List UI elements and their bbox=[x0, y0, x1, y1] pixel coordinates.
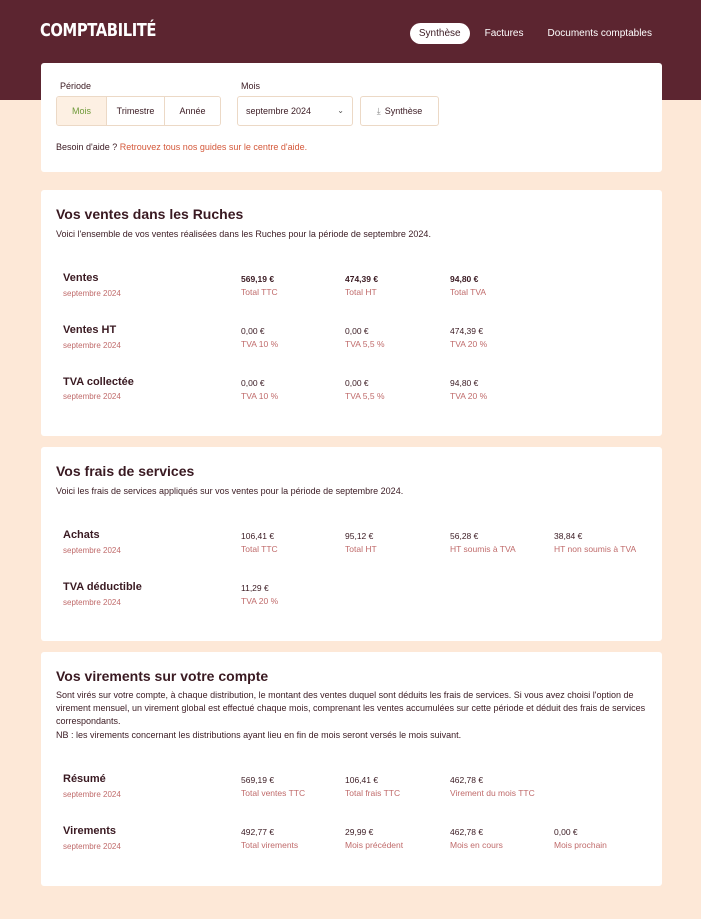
cell-label: Total TTC bbox=[241, 287, 278, 297]
cell-value: 474,39 € bbox=[345, 274, 379, 284]
nav-synthese[interactable]: Synthèse bbox=[410, 23, 470, 44]
cell-label: TVA 20 % bbox=[450, 339, 488, 349]
cell-value: 0,00 € bbox=[241, 326, 265, 336]
cell-label: Total virements bbox=[241, 840, 299, 850]
cell-value: 0,00 € bbox=[241, 378, 265, 388]
row-name: Résumé bbox=[63, 773, 106, 785]
top-nav bbox=[410, 23, 661, 44]
cell-label: TVA 20 % bbox=[241, 596, 279, 606]
cell-label: TVA 10 % bbox=[241, 339, 279, 349]
frais-card bbox=[41, 447, 662, 641]
mois-label: Mois bbox=[241, 81, 261, 91]
cell-value: 56,28 € bbox=[450, 531, 479, 541]
cell-label: TVA 20 % bbox=[450, 391, 488, 401]
mois-select[interactable] bbox=[237, 96, 353, 126]
cell-value: 0,00 € bbox=[345, 378, 369, 388]
row-name: Achats bbox=[63, 529, 100, 541]
nav-factures[interactable]: Factures bbox=[484, 28, 524, 39]
frais-title: Vos frais de services bbox=[56, 463, 195, 479]
row-name: Ventes bbox=[63, 272, 99, 284]
ventes-card bbox=[41, 190, 662, 436]
cell-label: Mois prochain bbox=[554, 840, 607, 850]
row-period: septembre 2024 bbox=[63, 546, 121, 555]
periode-annee-button[interactable]: Année bbox=[165, 97, 220, 125]
cell-label: TVA 5,5 % bbox=[345, 391, 385, 401]
cell-value: 462,78 € bbox=[450, 827, 484, 837]
row-period: septembre 2024 bbox=[63, 341, 121, 350]
row-period: septembre 2024 bbox=[63, 842, 121, 851]
cell-value: 106,41 € bbox=[345, 775, 379, 785]
cell-label: TVA 10 % bbox=[241, 391, 279, 401]
cell-label: Total TTC bbox=[241, 544, 278, 554]
row-period: septembre 2024 bbox=[63, 392, 121, 401]
cell-label: HT soumis à TVA bbox=[450, 544, 516, 554]
virements-card bbox=[41, 652, 662, 886]
chevron-down-icon: ⌄ bbox=[337, 106, 344, 115]
row-name: TVA déductible bbox=[63, 581, 142, 593]
row-period: septembre 2024 bbox=[63, 598, 121, 607]
filters-card bbox=[41, 63, 662, 172]
nav-documents-comptables[interactable]: Documents comptables bbox=[547, 28, 652, 39]
synthese-button-label: Synthèse bbox=[384, 106, 423, 116]
synthese-download-button[interactable] bbox=[360, 96, 439, 126]
cell-value: 569,19 € bbox=[241, 775, 275, 785]
app-logo: COMPTABILITÉ bbox=[40, 20, 157, 41]
cell-value: 94,80 € bbox=[450, 378, 479, 388]
virements-title: Vos virements sur votre compte bbox=[56, 668, 269, 684]
cell-label: HT non soumis à TVA bbox=[554, 544, 637, 554]
help-prefix: Besoin d'aide ? bbox=[56, 142, 118, 152]
frais-description: Voici les frais de services appliqués sur vos ventes pour la période de septembre 2024. bbox=[56, 486, 404, 496]
ventes-title: Vos ventes dans les Ruches bbox=[56, 206, 244, 222]
row-name: Ventes HT bbox=[63, 324, 117, 336]
cell-label: TVA 5,5 % bbox=[345, 339, 385, 349]
ventes-description: Voici l'ensemble de vos ventes réalisées dans les Ruches pour la période de septembre 2024. bbox=[56, 229, 431, 239]
cell-value: 29,99 € bbox=[345, 827, 374, 837]
download-icon: ⤓ bbox=[376, 105, 381, 116]
cell-value: 95,12 € bbox=[345, 531, 374, 541]
cell-label: Total TVA bbox=[450, 287, 487, 297]
cell-label: Mois précédent bbox=[345, 840, 404, 850]
cell-label: Total HT bbox=[345, 544, 377, 554]
virements-note: NB : les virements concernant les distributions ayant lieu en fin de mois seront versés le mois suivant. bbox=[56, 730, 462, 740]
cell-value: 38,84 € bbox=[554, 531, 583, 541]
periode-label: Période bbox=[60, 81, 92, 91]
mois-select-value: septembre 2024 bbox=[246, 106, 312, 116]
row-name: TVA collectée bbox=[63, 376, 134, 388]
help-center-link[interactable]: Retrouvez tous nos guides sur le centre d'aide. bbox=[119, 142, 308, 152]
cell-value: 0,00 € bbox=[554, 827, 578, 837]
cell-label: Total HT bbox=[345, 287, 377, 297]
cell-value: 492,77 € bbox=[241, 827, 275, 837]
periode-trimestre-button[interactable]: Trimestre bbox=[107, 97, 165, 125]
cell-value: 462,78 € bbox=[450, 775, 484, 785]
cell-value: 474,39 € bbox=[450, 326, 484, 336]
cell-value: 106,41 € bbox=[241, 531, 275, 541]
row-period: septembre 2024 bbox=[63, 289, 121, 298]
cell-label: Total frais TTC bbox=[345, 788, 401, 798]
row-period: septembre 2024 bbox=[63, 790, 121, 799]
cell-value: 569,19 € bbox=[241, 274, 275, 284]
cell-value: 94,80 € bbox=[450, 274, 479, 284]
row-name: Virements bbox=[63, 825, 116, 837]
virements-description: Sont virés sur votre compte, à chaque distribution, le montant des ventes duquel sont déduits les frais de services. Si vous avez choisi l'option de virement mensuel, un virement global est effectué chaque mois, comprenant les ventes accumulées sur cette période et déduit des frais de services correspondants. bbox=[56, 690, 646, 726]
help-text bbox=[56, 142, 307, 152]
cell-label: Virement du mois TTC bbox=[450, 788, 535, 798]
periode-selector bbox=[56, 96, 221, 126]
periode-mois-button[interactable]: Mois bbox=[57, 97, 107, 125]
cell-value: 11,29 € bbox=[241, 583, 269, 593]
cell-label: Mois en cours bbox=[450, 840, 503, 850]
cell-value: 0,00 € bbox=[345, 326, 369, 336]
cell-label: Total ventes TTC bbox=[241, 788, 306, 798]
